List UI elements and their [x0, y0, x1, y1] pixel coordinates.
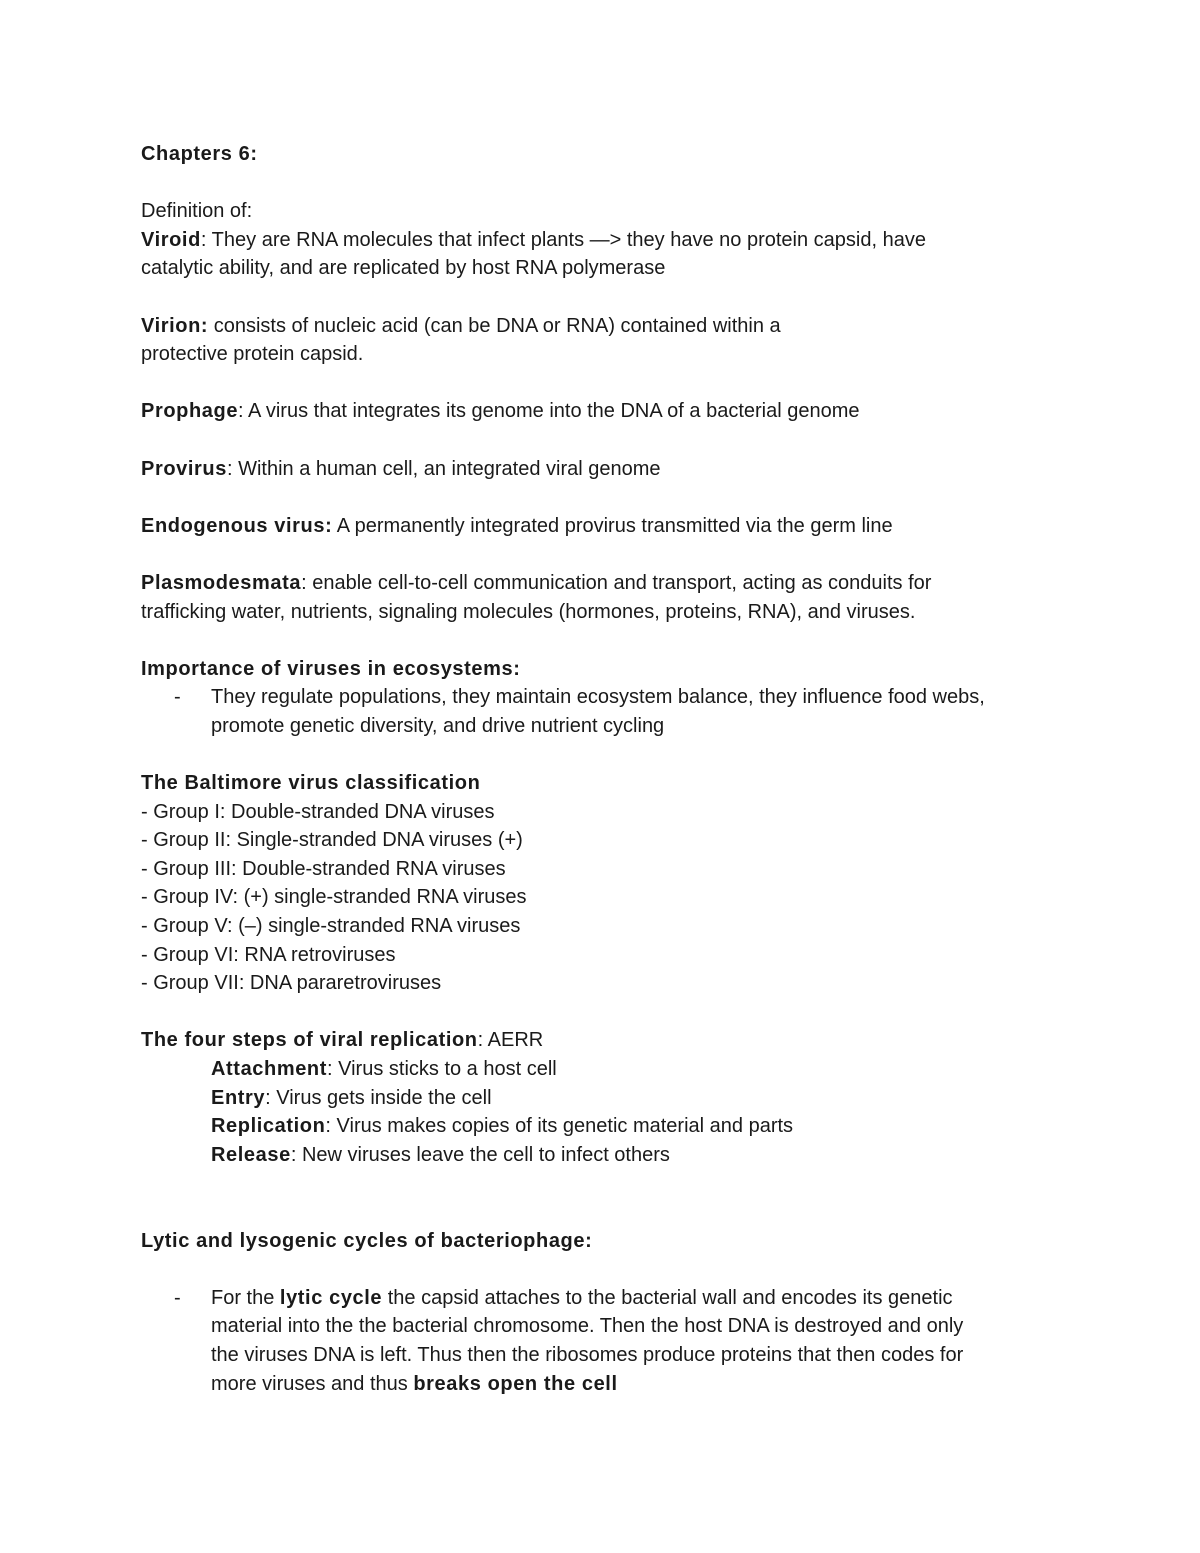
bullet-dash: - — [174, 1286, 181, 1309]
definition-provirus — [141, 455, 1081, 484]
step-term: Attachment — [211, 1058, 328, 1080]
virion-text-2: protective protein capsid. — [141, 343, 364, 366]
step-text: : New viruses leave the cell to infect others — [290, 1143, 670, 1166]
definition-endogenous-virus — [141, 512, 1081, 541]
spacer — [141, 540, 1081, 569]
replication-step — [141, 1055, 1081, 1084]
provirus-text: : Within a human cell, an integrated viral genome — [226, 457, 661, 480]
term-breaks-open-cell: breaks open the cell — [413, 1372, 618, 1395]
viroid-text-1: : They are RNA molecules that infect plants —> they have no protein capsid, have — [200, 228, 926, 251]
cycles-line4-lead: more viruses and thus — [211, 1372, 414, 1395]
replication-step — [141, 1084, 1081, 1113]
baltimore-group: - Group III: Double-stranded RNA viruses — [141, 857, 506, 880]
spacer — [141, 1169, 1081, 1226]
term-virion: Virion: — [141, 314, 209, 337]
viroid-text-2: catalytic ability, and are replicated by host RNA polymerase — [141, 257, 666, 280]
spacer — [141, 369, 1081, 398]
replication-step — [141, 1141, 1081, 1170]
term-viroid: Viroid — [141, 228, 201, 251]
spacer — [141, 283, 1081, 312]
step-text: : Virus sticks to a host cell — [327, 1058, 557, 1080]
step-term: Replication — [211, 1115, 326, 1138]
ecosystems-text-2: promote genetic diversity, and drive nutrient cycling — [211, 714, 665, 737]
document-page — [141, 140, 1081, 1398]
plasmodesmata-text-1: : enable cell-to-cell communication and transport, acting as conduits for — [301, 571, 932, 594]
section-title-ecosystems: Importance of viruses in ecosystems: — [141, 657, 521, 680]
term-plasmodesmata: Plasmodesmata — [141, 571, 302, 594]
step-term: Entry — [211, 1086, 266, 1109]
term-prophage: Prophage — [141, 400, 239, 423]
term-endogenous-virus: Endogenous virus: — [141, 514, 333, 537]
definition-viroid — [141, 226, 1081, 283]
baltimore-group: - Group IV: (+) single-stranded RNA viruses — [141, 886, 527, 909]
cycles-text-2: material into the the bacterial chromosome. Then the host DNA is destroyed and only — [211, 1315, 964, 1338]
definition-plasmodesmata — [141, 569, 1081, 626]
list-item — [141, 1284, 1081, 1398]
baltimore-group: - Group I: Double-stranded DNA viruses — [141, 800, 495, 823]
endogenous-text: A permanently integrated provirus transmitted via the germ line — [332, 514, 893, 537]
definition-prophage — [141, 397, 1081, 426]
spacer — [141, 1255, 1081, 1284]
step-text: : Virus gets inside the cell — [265, 1086, 492, 1109]
replication-title: The four steps of viral replication — [141, 1029, 478, 1052]
spacer — [141, 483, 1081, 512]
cycles-lead: For the — [211, 1286, 280, 1309]
bullet-dash: - — [174, 686, 181, 709]
section-title-cycles: Lytic and lysogenic cycles of bacteriophage: — [141, 1229, 593, 1252]
term-lytic-cycle: lytic cycle — [279, 1286, 383, 1309]
list-item — [141, 683, 1081, 740]
term-provirus: Provirus — [141, 457, 227, 480]
replication-step — [141, 1112, 1081, 1141]
cycles-line1-rest: the capsid attaches to the bacterial wall and encodes its genetic — [382, 1286, 953, 1309]
spacer — [141, 740, 1081, 769]
step-term: Release — [211, 1143, 291, 1166]
section-title-replication — [141, 1026, 1081, 1055]
replication-acronym: : AERR — [477, 1029, 544, 1052]
definition-virion — [141, 312, 1081, 369]
definition-intro: Definition of: — [141, 200, 253, 223]
baltimore-group: - Group VII: DNA pararetroviruses — [141, 972, 442, 995]
plasmodesmata-text-2: trafficking water, nutrients, signaling molecules (hormones, proteins, RNA), and viruses. — [141, 600, 916, 623]
baltimore-group: - Group II: Single-stranded DNA viruses (+) — [141, 829, 523, 852]
page-heading: Chapters 6: — [141, 143, 258, 165]
virion-text-1: consists of nucleic acid (can be DNA or RNA) contained within a — [208, 314, 781, 337]
spacer — [141, 426, 1081, 455]
baltimore-group: - Group V: (–) single-stranded RNA viruses — [141, 915, 521, 938]
prophage-text: : A virus that integrates its genome into the DNA of a bacterial genome — [238, 400, 860, 423]
step-text: : Virus makes copies of its genetic material and parts — [325, 1115, 794, 1138]
spacer — [141, 998, 1081, 1027]
spacer — [141, 169, 1081, 198]
ecosystems-text-1: They regulate populations, they maintain ecosystem balance, they influence food webs, — [211, 686, 985, 709]
section-title-baltimore: The Baltimore virus classification — [141, 772, 481, 795]
cycles-text-1 — [211, 1284, 1081, 1313]
baltimore-group: - Group VI: RNA retroviruses — [141, 943, 396, 966]
cycles-text-3: the viruses DNA is left. Thus then the ribosomes produce proteins that then codes for — [211, 1343, 964, 1366]
spacer — [141, 626, 1081, 655]
cycles-text-4 — [211, 1370, 1081, 1399]
